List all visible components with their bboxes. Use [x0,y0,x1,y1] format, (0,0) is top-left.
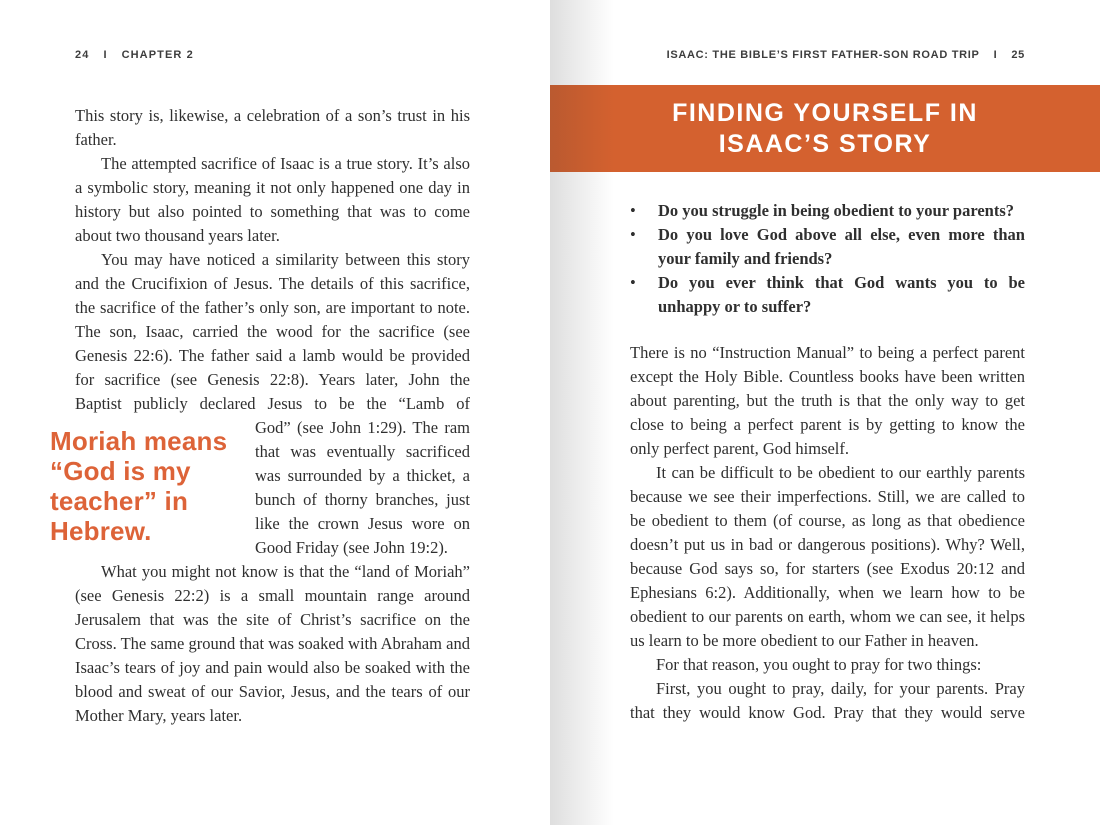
list-item [630,271,1025,319]
list-item-text: Do you love God above all else, even more than your family and friends? [658,225,1025,268]
bullet-icon: • [630,273,636,292]
section-title-line1: FINDING YOURSELF IN [672,98,978,127]
right-body-text [630,341,1025,725]
list-item [630,223,1025,271]
paragraph: There is no “Instruction Manual” to being a perfect parent except the Holy Bible. Countless books have been written about parenting, but the truth is that the only way to get close to being a perfect parent is by getting to know the only perfect parent, God himself. [630,343,1025,458]
page-number-left: 24 [75,49,90,61]
bullet-icon: • [630,225,636,244]
running-head-left [75,49,194,61]
wrapped-body-text: God” (see John 1:29). The ram that was eventually sacrificed was surrounded by a thicket, a bunch of thorny branches, just like the crown Jesus wore on Good Friday (see John 19:2). [255,418,470,557]
paragraph: What you might not know is that the “land of Moriah” (see Genesis 22:2) is a small mountain range around Jerusalem that was the site of Christ’s sacrifice on the Cross. The same ground that was soaked with Abraham and Isaac’s tears of joy and pain would also be soaked with the blood and sweat of our Savior, Jesus, and the tears of our Mother Mary, years later. [75,562,470,725]
running-head-separator: I [993,49,998,61]
paragraph: First, you ought to pray, daily, for your parents. Pray that they would know God. Pray that they would serve [630,679,1025,722]
pullquote-row [50,416,470,560]
paragraph: You may have noticed a similarity between this story and the Crucifixion of Jesus. The details of this sacrifice, the sacrifice of the father’s only son, are important to note. The son, Isaac, carried the wood for the sacrifice (see Genesis 22:6). The father said a lamb would be provided for sacrifice (see Genesis 22:8). Years later, John the Baptist publicly declared Jesus to be the “Lamb of [75,250,470,413]
list-item-text: Do you struggle in being obedient to your parents? [658,201,1015,220]
paragraph: This story is, likewise, a celebration of a son’s trust in his father. [75,106,470,149]
left-body-text [50,104,470,728]
section-title-line2: ISAAC’S STORY [718,129,932,158]
book-title-label: ISAAC: THE BIBLE’S FIRST FATHER-SON ROAD TRIP [666,49,980,61]
paragraph: It can be difficult to be obedient to our earthly parents because we see their imperfections. Still, we are called to be obedient to them (of course, as long as that obedience doesn’t put us in bad or dangerous positions). Why? Well, because God says so, for starters (see Exodus 20:12 and Ephesians 6:2). Additionally, when we learn how to be obedient to our parents on earth, whom we can see, it helps us learn to be more obedient to our Father in heaven. [630,463,1025,650]
list-item [630,199,1025,223]
running-head-right [620,49,1025,61]
bullet-icon: • [630,201,636,220]
section-banner [550,85,1100,172]
pullquote: Moriah means “God is my teacher” in Hebrew. [50,426,228,546]
running-head-separator: I [103,49,108,61]
paragraph: For that reason, you ought to pray for two things: [656,655,982,674]
question-list [630,199,1025,319]
paragraph: The attempted sacrifice of Isaac is a true story. It’s also a symbolic story, meaning it not only happened one day in history but also pointed to something that was to come about two thousand years later. [75,154,470,245]
page-number-right: 25 [1011,49,1025,61]
list-item-text: Do you ever think that God wants you to be unhappy or to suffer? [658,273,1025,316]
chapter-label: CHAPTER 2 [121,49,194,61]
